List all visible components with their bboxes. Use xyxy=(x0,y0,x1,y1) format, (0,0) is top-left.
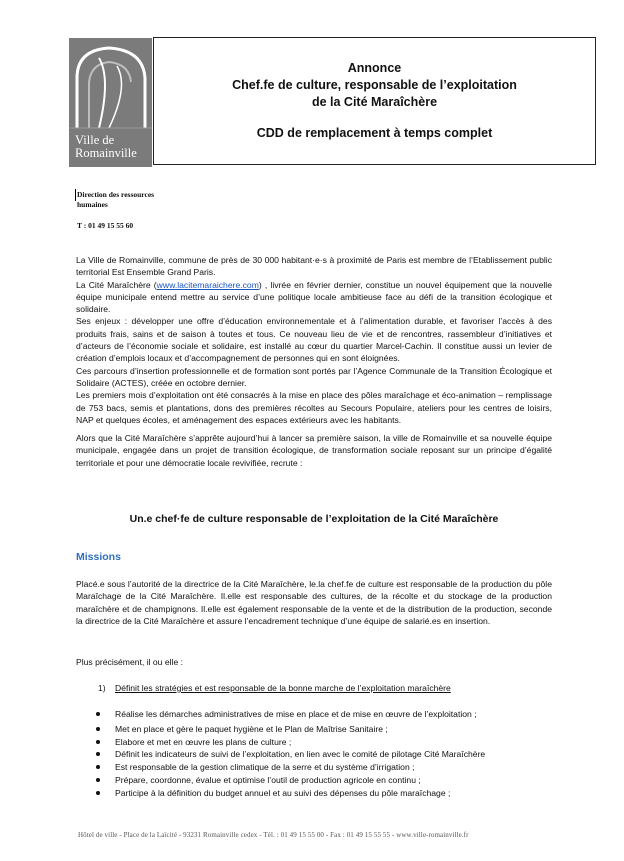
cite-maraichere-link[interactable]: www.lacitemaraichere.com xyxy=(156,279,259,290)
intro-text xyxy=(76,254,552,469)
bullet-text: Participe à la définition du budget annuel et au suivi des dépenses du pôle maraîchage ; xyxy=(115,788,451,798)
romainville-logo xyxy=(69,38,152,167)
annonce-label: Annonce xyxy=(347,61,402,75)
page-footer: Hôtel de ville - Place de la Laïcité - 93231 Romainville cedex - Tél. : 01 49 15 55 00 - Fax : 01 49 15 55 55 - www.ville-romainville.fr xyxy=(78,831,469,839)
bullet-text: Met en place et gère le paquet hygiène et le Plan de Maîtrise Sanitaire ; xyxy=(115,723,388,734)
bullet-icon xyxy=(96,778,100,782)
bullet-text: Est responsable de la gestion climatique de la serre et du système d’irrigation ; xyxy=(115,762,415,772)
bullet-text: Définit les indicateurs de suivi de l’exploitation, en lien avec le comité de pilotage Cité Maraîchère xyxy=(115,749,486,759)
item-text: Définit les stratégies et est responsable de la bonne marche de l’exploitation maraîchère xyxy=(115,683,451,693)
text-cursor xyxy=(75,189,76,201)
bullet-text: Prépare, coordonne, évalue et optimise l’outil de production agricole en continu ; xyxy=(115,775,421,785)
intro-p2-end: ) , livrée en février dernier, constitue un nouvel équipement que la nouvelle équipe municipale entend mettre au service d’une politique locale ambitieuse face au défi de la transition écologique et solidaire. xyxy=(76,279,552,315)
missions-paragraph: Placé.e sous l’autorité de la directrice de la Cité Maraîchère, le.la chef.fe de culture est responsable de la production du pôle Maraîchage de la Cité Maraîchère. Il.elle est responsable des cultures, de la récolte et du stockage de la production maraîchère et de champignons. Il.elle est également responsable de la vente et de la distribution de la production, seconde la directrice de la Cité Maraîchère et assure l’encadrement technique d’une équipe de salarié.es en insertion. xyxy=(76,579,552,626)
annonce-box xyxy=(153,37,596,165)
intro-paragraph-1: La Ville de Romainville, commune de près de 30 000 habitant·e·s à proximité de Paris est membre de l’Etablissement public territorial Est Ensemble Grand Paris. xyxy=(76,255,552,278)
annonce-title-line1: Chef.fe de culture, responsable de l’exploitation xyxy=(232,78,517,92)
intro-paragraph-4: Ces parcours d’insertion professionnelle et de formation sont portés par l’Agence Communale de la Transition Écologique et Solidaire (ACTES), créée en octobre dernier. xyxy=(76,365,552,388)
annonce-contract: CDD de remplacement à temps complet xyxy=(256,126,493,140)
bullet-icon xyxy=(96,727,100,731)
logo-line1: Ville de xyxy=(75,133,115,147)
intro-paragraph-5: Les premiers mois d’exploitation ont été consacrés à la mise en place des pôles maraîchage et éco-animation – remplissage de 753 bacs, semis et plantations, dons des premières récoltes au Secours Populaire, ateliers pour les centres de loisirs, NAP et quelques écoles, et aménagement des espaces extérieurs avec les habitants. xyxy=(76,390,552,425)
missions-more: Plus précisément, il ou elle : xyxy=(76,657,183,667)
bullet-icon xyxy=(96,712,100,716)
bullet-text: Elabore et met en œuvre les plans de culture ; xyxy=(115,736,292,747)
intro-paragraph-2 xyxy=(76,279,552,316)
intro-paragraph-6: Alors que la Cité Maraîchère s’apprête aujourd’hui à lancer sa première saison, la ville de Romainville et sa nouvelle équipe municipale, engagée dans un projet de transition écologique, de transformation sociale reposant sur un principe d’égalité territoriale et pour une démocratie locale revivifiée, recrute : xyxy=(76,433,552,468)
department-line1: Direction des ressources xyxy=(77,190,155,199)
intro-paragraph-3: Ses enjeux : développer une offre d’éducation environnementale et à l’alimentation durable, et favoriser l’accès à des produits frais, sains et de saison à toutes et tous. Ce nouveau lieu de vie et de rencontres, rassembleur d’initiatives et d’acteurs de l’économie sociale et solidaire, est installé au cœur du quartier Marcel-Cachin. Il constitue aussi un levier de création d’emplois locaux et d’accompagnement de personnes qui en sont éloignées. xyxy=(76,316,552,364)
sender-phone: T : 01 49 15 55 60 xyxy=(77,221,134,230)
logo-text xyxy=(75,134,137,160)
annonce-title-line2: de la Cité Maraîchère xyxy=(311,95,438,109)
sender-department xyxy=(77,190,197,210)
bullet-icon xyxy=(96,791,100,795)
intro-p2-start: La Cité Maraîchère ( xyxy=(76,279,157,290)
logo-line2: Romainville xyxy=(75,146,137,160)
item-number: 1) xyxy=(98,683,106,693)
missions-title: Missions xyxy=(76,551,121,563)
position-heading: Un.e chef·fe de culture responsable de l’exploitation de la Cité Maraîchère xyxy=(129,513,499,525)
bullet-icon xyxy=(96,752,100,756)
bullet-text: Réalise les démarches administratives de mise en place et de mise en œuvre de l’exploitation ; xyxy=(115,709,477,719)
numbered-item-1 xyxy=(98,683,451,693)
department-line2: humaines xyxy=(77,200,108,209)
bullet-icon xyxy=(96,765,100,769)
bullet-icon xyxy=(96,740,100,744)
missions-text xyxy=(76,578,552,627)
